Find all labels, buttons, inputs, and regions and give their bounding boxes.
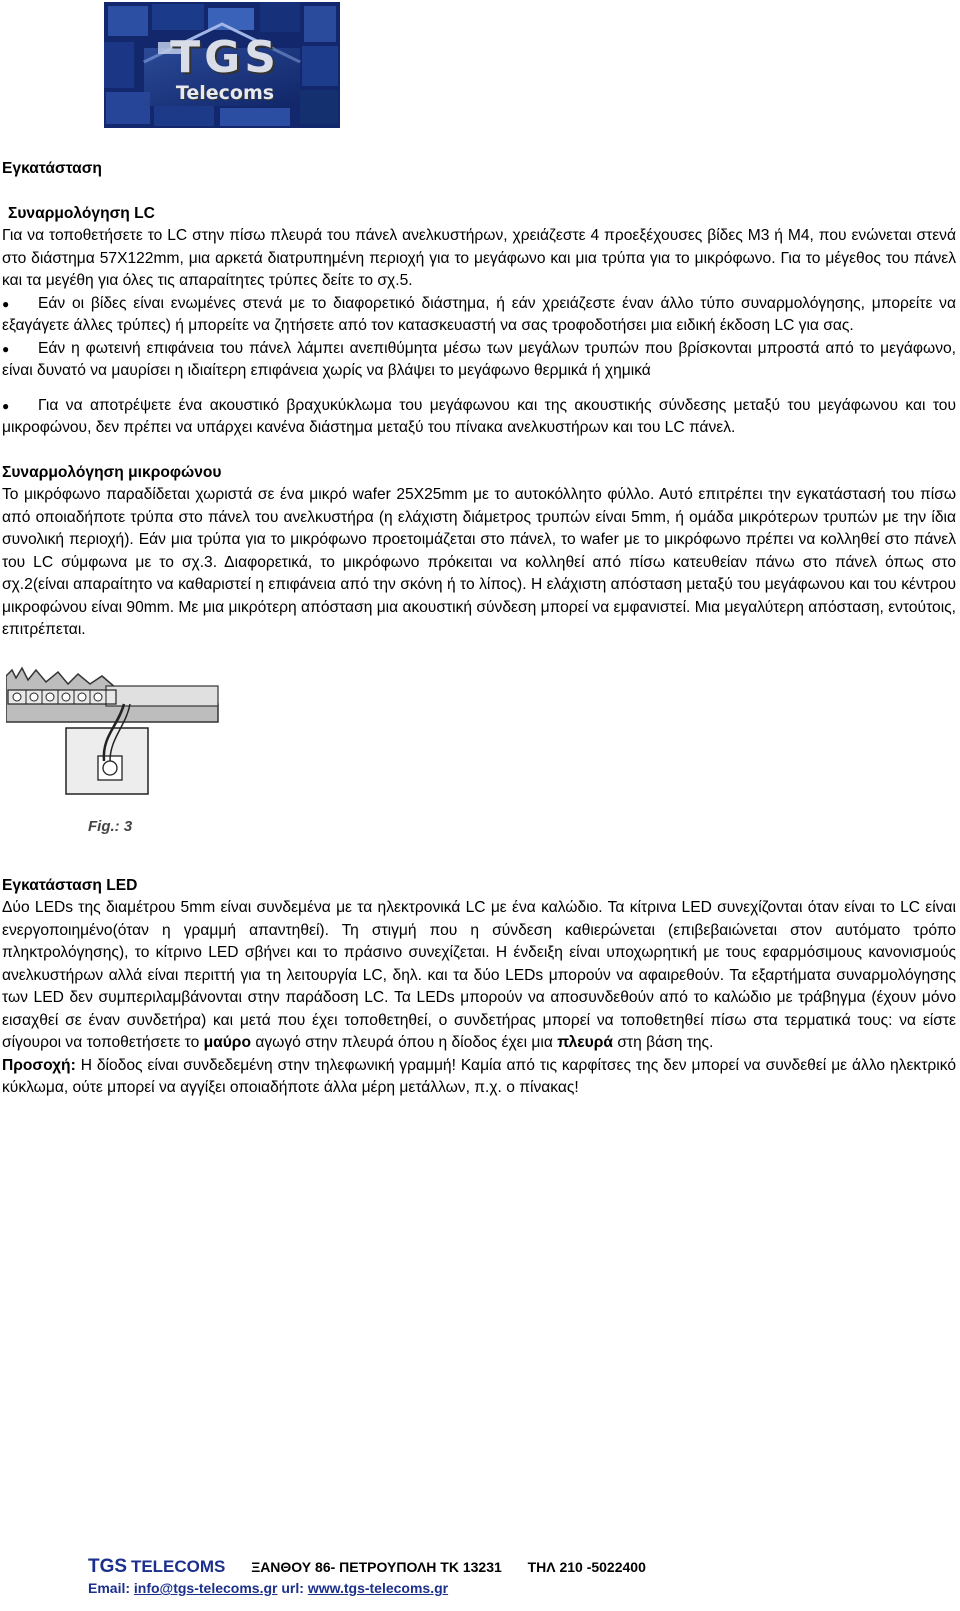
paragraph-led-installation [2,897,956,1055]
subsection-title-lc-assembly: Συναρμολόγηση LC [8,204,155,222]
logo-line1: TGS [170,32,280,83]
led-text-bold-black: μαύρο [203,1034,251,1051]
paragraph-warning [2,1055,956,1100]
figure-3-illustration [6,666,226,816]
bullet-icon: ● [2,296,10,311]
footer-brand: TGS [88,1556,128,1577]
bullet-text: Εάν οι βίδες είναι ενωμένες στενά με το διαφορετικό διάστημα, ή εάν χρειάζεστε έναν άλλο τύπο συναρμολόγησης, μπορείτε να εξαγάγετε άλλες τρύπες) ή μπορείτε να ζητήσετε από τον κατασκευαστή να σας τροφοδοτήσει μια ειδική έκδοση LC για σας. [2,294,956,334]
paragraph-microphone: Το μικρόφωνο παραδίδεται χωριστά σε ένα μικρό wafer 25X25mm με το αυτοκόλλητο φύλλο. Αυτό επιτρέπει την εγκατάστασή του πίσω από οποιαδήποτε τρύπα στο πάνελ του ανελκυστήρα (η ελάχιστη διάμετρος τρυπών είναι 5mm, ή ομάδα μικρότερων τρυπών με την ίδια συνολική περιοχή). Εάν μια τρύπα για το μικρόφωνο προετοιμάζεται στο πάνελ, το wafer με το μικρόφωνο πρέπει να κολληθεί στο πάνελ του LC σύμφωνα με το σχ.3. Διαφορετικά, το μικρόφωνο πρόκειται να κολληθεί από πίσω κατευθείαν πάνω στο πάνελ όπως στο σχ.2(είναι απαραίτητο να καθαριστεί η επιφάνεια από την σκόνη ή το λίπος). Η ελάχιστη απόσταση μεταξύ του μεγάφωνου και του κέντρου μικροφώνου είναι 90mm. Με μια μικρότερη απόσταση μια ακουστική σύνδεση μπορεί να εμφανιστεί. Μια μεγαλύτερη απόσταση, εντούτοις, επιτρέπεται. [2,486,957,638]
logo-line2: Telecoms [175,82,275,104]
warning-text: Η δίοδος είναι συνδεδεμένη στην τηλεφωνική γραμμή! Καμία από τις καρφίτσες της δεν μπορεί να συνδεθεί με άλλο ηλεκτρικό κύκλωμα, ούτε μπορεί να αγγίξει οποιαδήποτε άλλα μέρη μετάλλων, π.χ. ο πίνακας! [2,1056,956,1096]
bullet-icon: ● [2,341,10,356]
footer-url-link[interactable]: www.tgs-telecoms.gr [307,1580,449,1596]
footer-url-label: url: [281,1580,304,1596]
led-text-bold-side: πλευρά [557,1034,613,1051]
bullet-text: Για να αποτρέψετε ένα ακουστικό βραχυκύκλωμα του μεγάφωνου και της ακουστικής σύνδεσης μεταξύ του μεγάφωνου και του μικροφώνου, δεν πρέπει να υπάρχει κανένα διάστημα μεταξύ του πίνακα ανελκυστήρων και του LC πάνελ. [2,396,956,436]
warning-label: Προσοχή: [2,1056,76,1074]
page-footer [88,1556,646,1596]
footer-email-link[interactable]: info@tgs-telecoms.gr [133,1580,278,1596]
logo-text [150,34,300,104]
bullet-item [2,293,956,338]
bullet-item [2,395,956,440]
section-title-installation: Εγκατάσταση [2,160,102,177]
company-logo [104,2,340,128]
footer-brand-suffix: TELECOMS [130,1557,226,1576]
led-text-part3: στη βάση της. [617,1034,714,1051]
footer-phone: ΤΗΛ 210 -5022400 [527,1559,646,1575]
led-text-part1: Δύο LEDs της διαμέτρου 5mm είναι συνδεμένα με τα ηλεκτρονικά LC με ένα καλώδιο. Τα κίτρινα LED συνεχίζονται όταν είναι το LC είναι ενεργοποιημένο(όταν η γραμμή απαντηθεί). Τη στιγμή που η σύνδεση καθιερώνεται (επιβεβαιώνεται στον αυτόματο τρόπο πληκτρολόγησης), το κίτρινο LED σβήνει και το πράσινο συνεχίζεται. Η ένδειξη είναι υποχωρητική με τους εφαρμόσιμους κανονισμούς ανελκυστήρων αλλά είναι περιττή για τη λειτουργία LC, δηλ. και τα δύο LEDs μπορούν να αφαιρεθούν. Τα εξαρτήματα συναρμολόγησης των LED δεν συμπεριλαμβάνονται στην παράδοση LC. Τα LEDs μπορούν να αποσυνδεθούν από το καλώδιο με τράβηγμα (έχουν μόνο εισαχθεί σε έναν συνδετήρα) και μετά που έχει τοποθετηθεί, ο συνδετήρας μπορεί να τοποθετηθεί πίσω στα τερματικά τους: να είστε σίγουροι να τοποθετήσετε το [2,899,956,1051]
section-title-led-installation: Εγκατάσταση LED [2,876,138,894]
led-text-part2: αγωγό στην πλευρά όπου η δίοδος έχει μια [255,1034,553,1051]
footer-address: ΞΑΝΘΟΥ 86- ΠΕΤΡΟΥΠΟΛΗ ΤΚ 13231 [251,1559,502,1575]
figure-caption: Fig.: 3 [88,817,133,835]
bullet-icon: ● [2,398,10,413]
footer-address-line [88,1556,646,1578]
footer-email-label: Email: [88,1580,131,1596]
bullet-text: Εάν η φωτεινή επιφάνεια του πάνελ λάμπει ανεπιθύμητα μέσω των μεγάλων τρυπών που βρίσκονται μπροστά από το μεγάφωνο, είναι δυνατό να μαυρίσει η ιδιαίτερη επιφάνεια χωρίς να βλάψει το μεγάφωνο θερμικά ή χημικά [2,339,956,379]
figure-3 [2,666,242,846]
section-title-microphone: Συναρμολόγηση μικροφώνου [2,463,222,481]
footer-contact-line [88,1580,646,1596]
bullet-item [2,338,956,383]
paragraph-lc-assembly: Για να τοποθετήσετε το LC στην πίσω πλευρά του πάνελ ανελκυστήρων, χρειάζεστε 4 προεξέχουσες βίδες M3 ή M4, που ενώνεται στενά στο διάστημα 57X122mm, μια αρκετά διατρυπημένη περιοχή για το μεγάφωνο και μια τρύπα για το μικρόφωνο. Για το μέγεθος του πάνελ και τα μεγέθη για όλες τις απαραίτητες τρύπες δείτε το σχ.5. [2,227,956,289]
document-body [2,158,956,1100]
